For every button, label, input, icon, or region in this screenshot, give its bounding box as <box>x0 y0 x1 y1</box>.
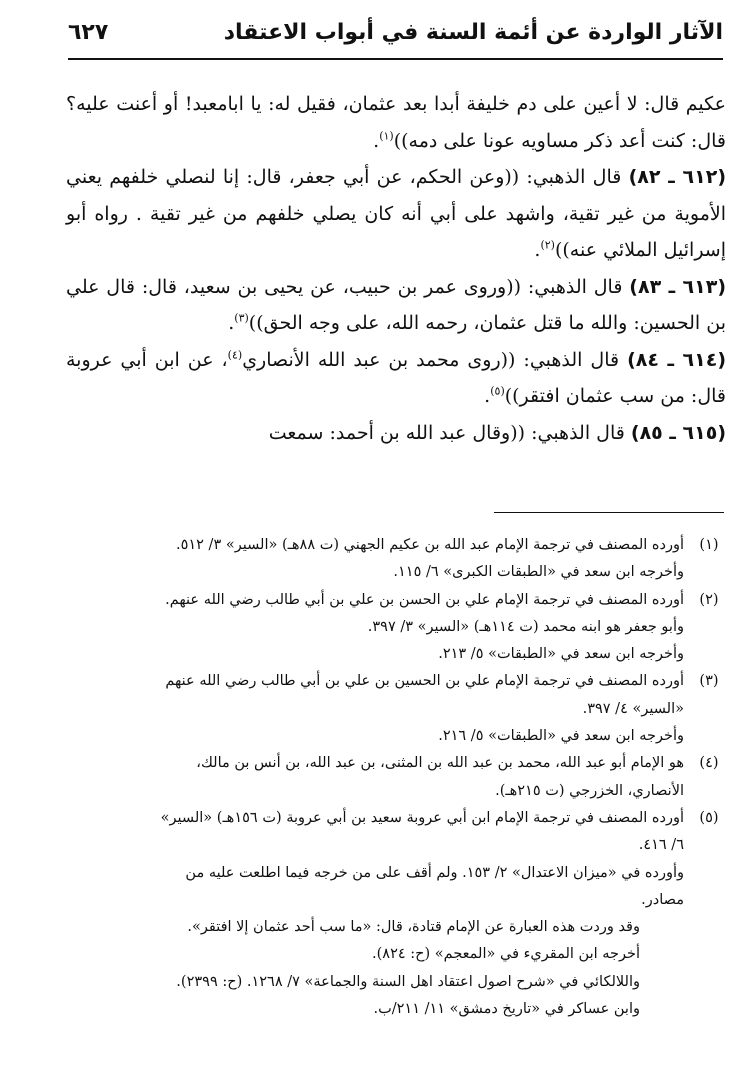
athar-number: (٦١٢ ـ ٨٢) <box>628 166 726 188</box>
paragraph-end: . <box>228 312 235 334</box>
footnote-number: (١) <box>699 537 719 553</box>
paragraph-1 <box>66 86 726 159</box>
footnote-line: أخرجه ابن المقريء في «المعجم» (ح: ٨٢٤). <box>372 946 640 963</box>
paragraph-end: . <box>534 239 541 261</box>
footnote-line: أورده المصنف في ترجمة الإمام علي بن الحسين بن علي بن أبي طالب رضي الله عنهم <box>165 673 684 690</box>
paragraph-end: . <box>484 385 491 407</box>
footnote-ref-2: (٢) <box>540 238 555 252</box>
footnote-3 <box>66 668 728 750</box>
main-text <box>66 86 726 451</box>
footnote-line: ٦/ ٤١٦. <box>638 837 684 854</box>
page-number: ٦٢٧ <box>68 20 109 45</box>
athar-number: (٦١٣ ـ ٨٣) <box>629 275 726 298</box>
footnote-line: أورده المصنف في ترجمة الإمام علي بن الحسن بن علي بن أبي طالب رضي الله عنهم. <box>165 591 684 608</box>
footnote-5 <box>66 805 728 1023</box>
footnotes <box>66 532 728 1023</box>
footnote-line: أورده المصنف في ترجمة الإمام عبد الله بن عكيم الجهني (ت ٨٨هـ) «السير» ٣/ ٥١٢. <box>175 537 684 553</box>
footnote-line: وأخرجه ابن سعد في «الطبقات الكبرى» ٦/ ١١٥. <box>393 564 684 581</box>
footnote-4 <box>66 750 728 805</box>
footnote-line: وأخرجه ابن سعد في «الطبقات» ٥/ ٢١٣. <box>438 646 684 663</box>
paragraph-5 <box>66 415 726 452</box>
footnote-line: مصادر. <box>641 891 684 908</box>
footnote-line: وابن عساكر في «تاريخ دمشق» ١١/ ٢١١/ب. <box>373 1001 640 1018</box>
footnote-2 <box>66 587 728 669</box>
footnote-1 <box>66 532 728 587</box>
footnote-line: هو الإمام أبو عبد الله، محمد بن عبد الله بن المثنى، بن عبد الله، بن أنس بن مالك، <box>196 755 684 772</box>
footnote-line: وقد وردت هذه العبارة عن الإمام قتادة، قال: «ما سب أحد عثمان إلا افتقر». <box>187 919 640 936</box>
footnote-ref-1: (١) <box>379 129 394 143</box>
footnote-line: وأبو جعفر هو ابنه محمد (ت ١١٤هـ) «السير» ٣/ ٣٩٧. <box>367 618 684 635</box>
paragraph-text: ، عن ابن أبي عروبة قال: من سب عثمان افتقر)) <box>66 348 726 407</box>
paragraph-3 <box>66 269 726 342</box>
footnote-number: (٤) <box>699 755 719 772</box>
footnote-divider <box>494 512 724 513</box>
athar-number: (٦١٤ ـ ٨٤) <box>627 348 726 371</box>
footnote-line: واللالكائي في «شرح اصول اعتقاد اهل السنة والجماعة» ٧/ ١٢٦٨. (ح: ٢٣٩٩). <box>176 973 640 990</box>
paragraph-end: . <box>373 129 380 152</box>
footnote-number: (٢) <box>699 591 719 608</box>
paragraph-2 <box>66 159 726 269</box>
footnote-line: «السير» ٤/ ٣٩٧. <box>582 700 684 717</box>
paragraph-4 <box>66 342 726 415</box>
footnote-line: وأخرجه ابن سعد في «الطبقات» ٥/ ٢١٦. <box>438 728 684 745</box>
footnote-line: أورده المصنف في ترجمة الإمام ابن أبي عروبة سعيد بن أبي عروبة (ت ١٥٦هـ) «السير» <box>160 809 684 826</box>
paragraph-text: قال الذهبي: ((روى محمد بن عبد الله الأنصاري <box>242 348 620 371</box>
running-title: الآثار الواردة عن أئمة السنة في أبواب الاعتقاد <box>223 20 723 45</box>
footnote-ref-5: (٥) <box>490 384 505 398</box>
footnote-line: الأنصاري، الخزرجي (ت ٢١٥هـ). <box>495 782 684 799</box>
footnote-number: (٥) <box>699 809 719 826</box>
footnote-ref-3: (٣) <box>234 311 249 325</box>
page-header <box>68 14 723 54</box>
paragraph-text: قال الذهبي: ((وروى عمر بن حبيب، عن يحيى بن سعيد، قال: قال علي بن الحسين: والله ما قتل عثمان، رحمه الله، على وجه الحق)) <box>66 275 726 334</box>
paragraph-text: عكيم قال: لا أعين على دم خليفة أبدا بعد عثمان، فقيل له: يا ابامعبد! أو أعنت عليه؟ قال: كنت أعد ذكر مساويه عونا على دمه)) <box>66 93 726 152</box>
footnote-ref-4: (٤) <box>227 348 243 362</box>
paragraph-text: قال الذهبي: ((وقال عبد الله بن أحمد: سمعت <box>268 421 625 444</box>
header-divider <box>68 58 723 60</box>
footnote-line: وأورده في «ميزان الاعتدال» ٢/ ١٥٣. ولم أقف على من خرجه فيما اطلعت عليه من <box>185 864 684 881</box>
athar-number: (٦١٥ ـ ٨٥) <box>630 421 726 444</box>
paragraph-text: قال الذهبي: ((وعن الحكم، عن أبي جعفر، قال: إنا لنصلي خلفهم يعني الأموية من غير تقية، واشهد على أبي أنه كان يصلي خلفهم من غير تقية . رواه أبو إسرائيل الملائي عنه)) <box>66 166 726 261</box>
footnote-number: (٣) <box>699 673 719 690</box>
